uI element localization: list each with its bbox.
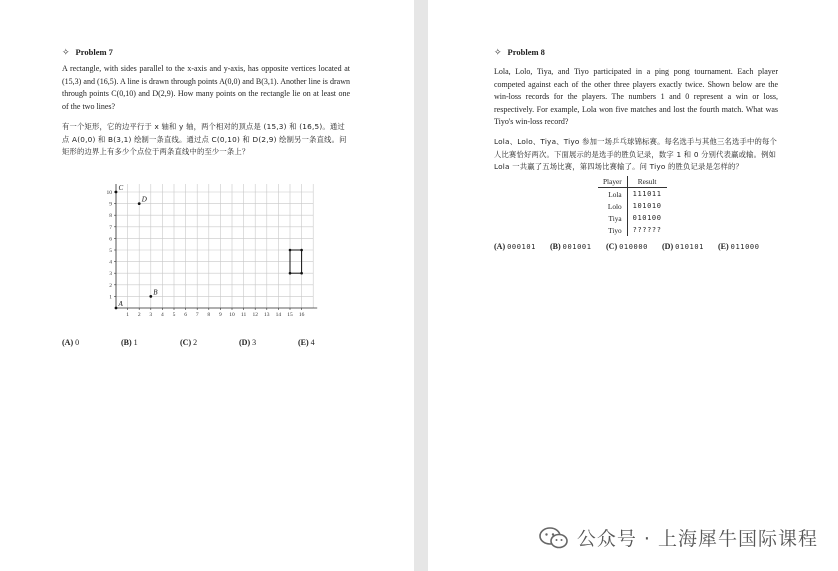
choice-b[interactable]: (B) 1 <box>121 338 138 347</box>
problem8-title: Problem 8 <box>507 47 545 57</box>
table-row: Tiya 010100 <box>598 212 667 224</box>
point-d <box>138 202 141 205</box>
problem7-text-zh: 有一个矩形，它的边平行于 x 轴和 y 轴，两个相对的顶点是 (15,3) 和 (16,5)。通过点 A(0,0) 和 B(3,1) 绘制一条直线。通过点 C(0,10) 和 D(2,9) 绘制另一条直线。问矩形的边界上有多少个点位于两条直线中的至少一条上？ <box>62 122 347 157</box>
y-tick-label: 2 <box>109 282 112 289</box>
y-tick-label: 1 <box>109 294 112 301</box>
point-a <box>115 307 118 310</box>
diamond-icon: ✧ <box>494 46 502 57</box>
y-tick-label: 10 <box>106 190 112 196</box>
y-tick-label: 5 <box>109 248 112 254</box>
problem8-text-en: Lola, Lolo, Tiya, and Tiyo participated in a ping pong tournament. Each player competed against each of the other three players exactly twice. Shown below are the win-loss records for the players. The numbers 1 and 0 represent a win or loss, respectively. For example, Lola won five matches and lost the fourth match. What was Tiyo's win-loss record? <box>494 67 778 127</box>
choice-a[interactable]: (A) 0 <box>62 338 80 347</box>
y-tick-label: 4 <box>109 259 112 266</box>
y-tick-label: 7 <box>109 224 112 231</box>
watermark <box>539 524 818 551</box>
header-player: Player <box>598 176 627 188</box>
diamond-icon: ✧ <box>62 46 70 57</box>
rectangle-vertex <box>289 249 292 252</box>
problem7-title: Problem 7 <box>75 47 113 57</box>
win-loss-table <box>598 176 667 236</box>
x-tick-label: 10 <box>229 312 235 318</box>
table-row: Tiyo ?????? <box>598 224 667 236</box>
x-tick-label: 7 <box>195 312 199 318</box>
x-tick-label: 13 <box>264 312 270 318</box>
choice-d[interactable]: (D) 3 <box>239 338 257 347</box>
x-tick-label: 6 <box>184 312 187 318</box>
table-row: Lola 111011 <box>598 188 667 201</box>
coordinate-grid-chart <box>100 184 325 319</box>
problem8-heading <box>494 47 545 57</box>
page-right <box>428 0 838 571</box>
rectangle-vertex <box>300 272 303 275</box>
choice-d[interactable]: (D) 010101 <box>662 242 704 251</box>
point-label: B <box>153 288 158 297</box>
x-tick-label: 9 <box>219 312 222 318</box>
y-tick-label: 8 <box>109 213 112 220</box>
point-c <box>115 191 118 194</box>
problem7-heading <box>62 47 113 57</box>
choice-c[interactable]: (C) 2 <box>180 338 198 347</box>
x-tick-label: 2 <box>137 312 141 318</box>
x-tick-label: 8 <box>207 312 211 318</box>
y-tick-label: 9 <box>109 201 112 208</box>
point-label: A <box>118 300 123 308</box>
table-header-row <box>598 176 667 188</box>
wechat-icon <box>539 526 569 550</box>
page-left <box>0 0 414 571</box>
watermark-text: 公众号 · 上海犀牛国际课程 <box>576 528 818 550</box>
x-tick-label: 15 <box>287 312 293 318</box>
problem8-choices <box>494 242 774 251</box>
choice-c[interactable]: (C) 010000 <box>606 242 648 251</box>
x-tick-label: 11 <box>240 312 247 318</box>
x-tick-label: 14 <box>275 312 282 318</box>
problem7-text-en: A rectangle, with sides parallel to the x-axis and y-axis, has opposite vertices located at (15,3) and (16,5). A line is drawn through points A(0,0) and B(3,1). Another line is drawn through points C(0,10) and D(2,9). How many points on the rectangle lie on at least one of the two lines? <box>62 64 350 111</box>
choice-e[interactable]: (E) 011000 <box>718 242 760 251</box>
y-tick-label: 6 <box>109 236 112 243</box>
point-label: C <box>118 184 124 192</box>
x-tick-label: 16 <box>298 312 305 318</box>
choice-a[interactable]: (A) 000101 <box>494 242 536 251</box>
point-b <box>149 295 152 298</box>
y-tick-label: 3 <box>109 271 112 278</box>
rectangle-vertex <box>300 249 303 252</box>
choice-b[interactable]: (B) 001001 <box>550 242 592 251</box>
header-result: Result <box>627 176 666 188</box>
point-label: D <box>141 195 147 204</box>
x-tick-label: 1 <box>126 312 129 318</box>
table-row: Lolo 101010 <box>598 200 667 212</box>
choice-e[interactable]: (E) 4 <box>298 338 315 347</box>
problem8-text-zh: Lola、Lolo、Tiya、Tiyo 参加一场乒乓球锦标赛。每名选手与其他三名选手中的每个人比赛恰好两次。下面展示的是选手的胜负记录，数字 1 和 0 分别代表赢或输。例如 Lola 一共赢了五场比赛，第四场比赛输了。问 Tiyo 的胜负记录是怎样的？ <box>494 137 778 172</box>
problem7-choices <box>62 338 357 347</box>
x-tick-label: 3 <box>149 312 153 318</box>
x-tick-label: 12 <box>252 312 258 318</box>
x-tick-label: 5 <box>172 312 176 318</box>
rectangle-vertex <box>289 272 292 275</box>
x-tick-label: 4 <box>161 312 164 318</box>
